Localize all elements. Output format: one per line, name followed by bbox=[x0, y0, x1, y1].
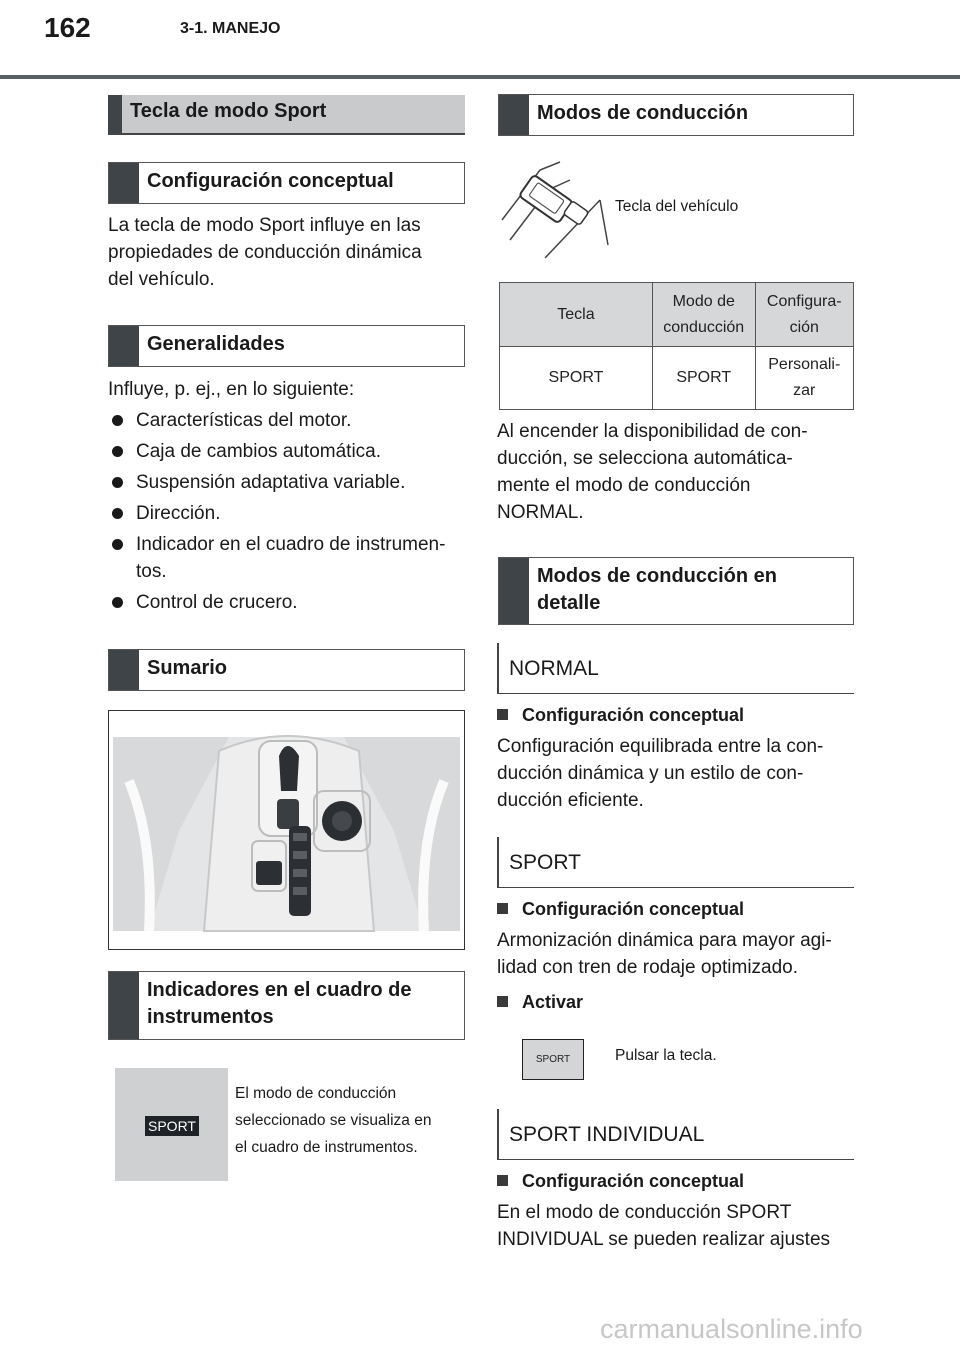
sport-key-button[interactable]: SPORT bbox=[522, 1039, 584, 1080]
watermark: carmanualsonline.info bbox=[600, 1314, 863, 1344]
square-bullet-icon bbox=[497, 709, 508, 720]
center-console-illustration bbox=[108, 710, 465, 950]
section-heading-sport-key bbox=[108, 95, 465, 135]
activate-instruction: Pulsar la tecla. bbox=[615, 1047, 717, 1064]
config-paragraph: La tecla de modo Sport influye en las propiedades de conducción dinámica del vehículo. bbox=[108, 215, 422, 290]
bullet-icon bbox=[112, 597, 123, 608]
influence-list bbox=[110, 407, 470, 620]
sport-indicator-badge: SPORT bbox=[145, 1116, 199, 1136]
subheading-modes-detail: Modos de conducción en detalle bbox=[498, 557, 854, 625]
sport-individual-paragraph: En el modo de conducción SPORT INDIVIDUAL se pueden realizar ajustes bbox=[497, 1202, 831, 1250]
vehicle-key-caption: Tecla del vehículo bbox=[615, 198, 739, 215]
list-item: Dirección. bbox=[110, 500, 470, 527]
table-header-row bbox=[500, 283, 854, 347]
drive-mode-table bbox=[499, 282, 854, 410]
column-header: Configura- ción bbox=[755, 283, 853, 347]
table-cell: SPORT bbox=[500, 347, 653, 410]
vehicle-key-illustration bbox=[500, 160, 610, 260]
instrument-cluster-preview bbox=[115, 1068, 228, 1181]
bullet-icon bbox=[112, 446, 123, 457]
column-header: Modo de conducción bbox=[652, 283, 755, 347]
subheading-general: Generalidades bbox=[108, 325, 465, 367]
square-bullet-icon bbox=[497, 1175, 508, 1186]
bullet-icon bbox=[112, 508, 123, 519]
page-number: 162 bbox=[44, 12, 91, 43]
list-item: Control de crucero. bbox=[110, 589, 470, 616]
table-cell: Personali- zar bbox=[755, 347, 853, 410]
header-rule bbox=[0, 75, 960, 79]
general-intro: Influye, p. ej., en lo siguiente: bbox=[108, 379, 355, 400]
square-bullet-icon bbox=[497, 903, 508, 914]
sport-subheading: Configuración conceptual bbox=[497, 899, 744, 920]
table-row bbox=[500, 347, 854, 410]
sport-paragraph: Armonización dinámica para mayor agi- lidad con tren de rodaje optimizado. bbox=[497, 930, 832, 978]
column-header: Tecla bbox=[500, 283, 653, 347]
chapter-title: 3-1. MANEJO bbox=[180, 20, 281, 37]
bullet-icon bbox=[112, 415, 123, 426]
activate-subheading: Activar bbox=[497, 992, 583, 1013]
mode-heading-sport: SPORT bbox=[497, 837, 854, 888]
bullet-icon bbox=[112, 477, 123, 488]
list-item: Caja de cambios automática. bbox=[110, 438, 470, 465]
sport-individual-subheading: Configuración conceptual bbox=[497, 1171, 744, 1192]
table-cell: SPORT bbox=[652, 347, 755, 410]
indicator-description: El modo de conducción seleccionado se visualiza en el cuadro de instrumentos. bbox=[235, 1085, 432, 1156]
vehicle-key-image bbox=[500, 160, 610, 260]
list-item: Indicador en el cuadro de instrumen- bbox=[110, 531, 470, 558]
subheading-indicators: Indicadores en el cuadro de instrumentos bbox=[108, 971, 465, 1040]
bullet-icon bbox=[112, 539, 123, 550]
startup-paragraph: Al encender la disponibilidad de con- ducción, se selecciona automática- mente el modo de conducción NORMAL. bbox=[497, 421, 808, 523]
mode-heading-sport-individual: SPORT INDIVIDUAL bbox=[497, 1109, 854, 1160]
section-heading-text: Tecla de modo Sport bbox=[130, 100, 327, 122]
list-item: Suspensión adaptativa variable. bbox=[110, 469, 470, 496]
subheading-summary: Sumario bbox=[108, 649, 465, 691]
center-console-image bbox=[109, 711, 464, 949]
normal-paragraph: Configuración equilibrada entre la con- ducción dinámica y un estilo de con- ducción eficiente. bbox=[497, 736, 824, 811]
section-heading-driving-modes: Modos de conducción bbox=[498, 94, 854, 136]
list-item: Características del motor. bbox=[110, 407, 470, 434]
square-bullet-icon bbox=[497, 996, 508, 1007]
subheading-config: Configuración conceptual bbox=[108, 162, 465, 204]
normal-subheading: Configuración conceptual bbox=[497, 705, 744, 726]
mode-heading-normal: NORMAL bbox=[497, 643, 854, 694]
list-item-continuation: tos. bbox=[136, 561, 167, 582]
